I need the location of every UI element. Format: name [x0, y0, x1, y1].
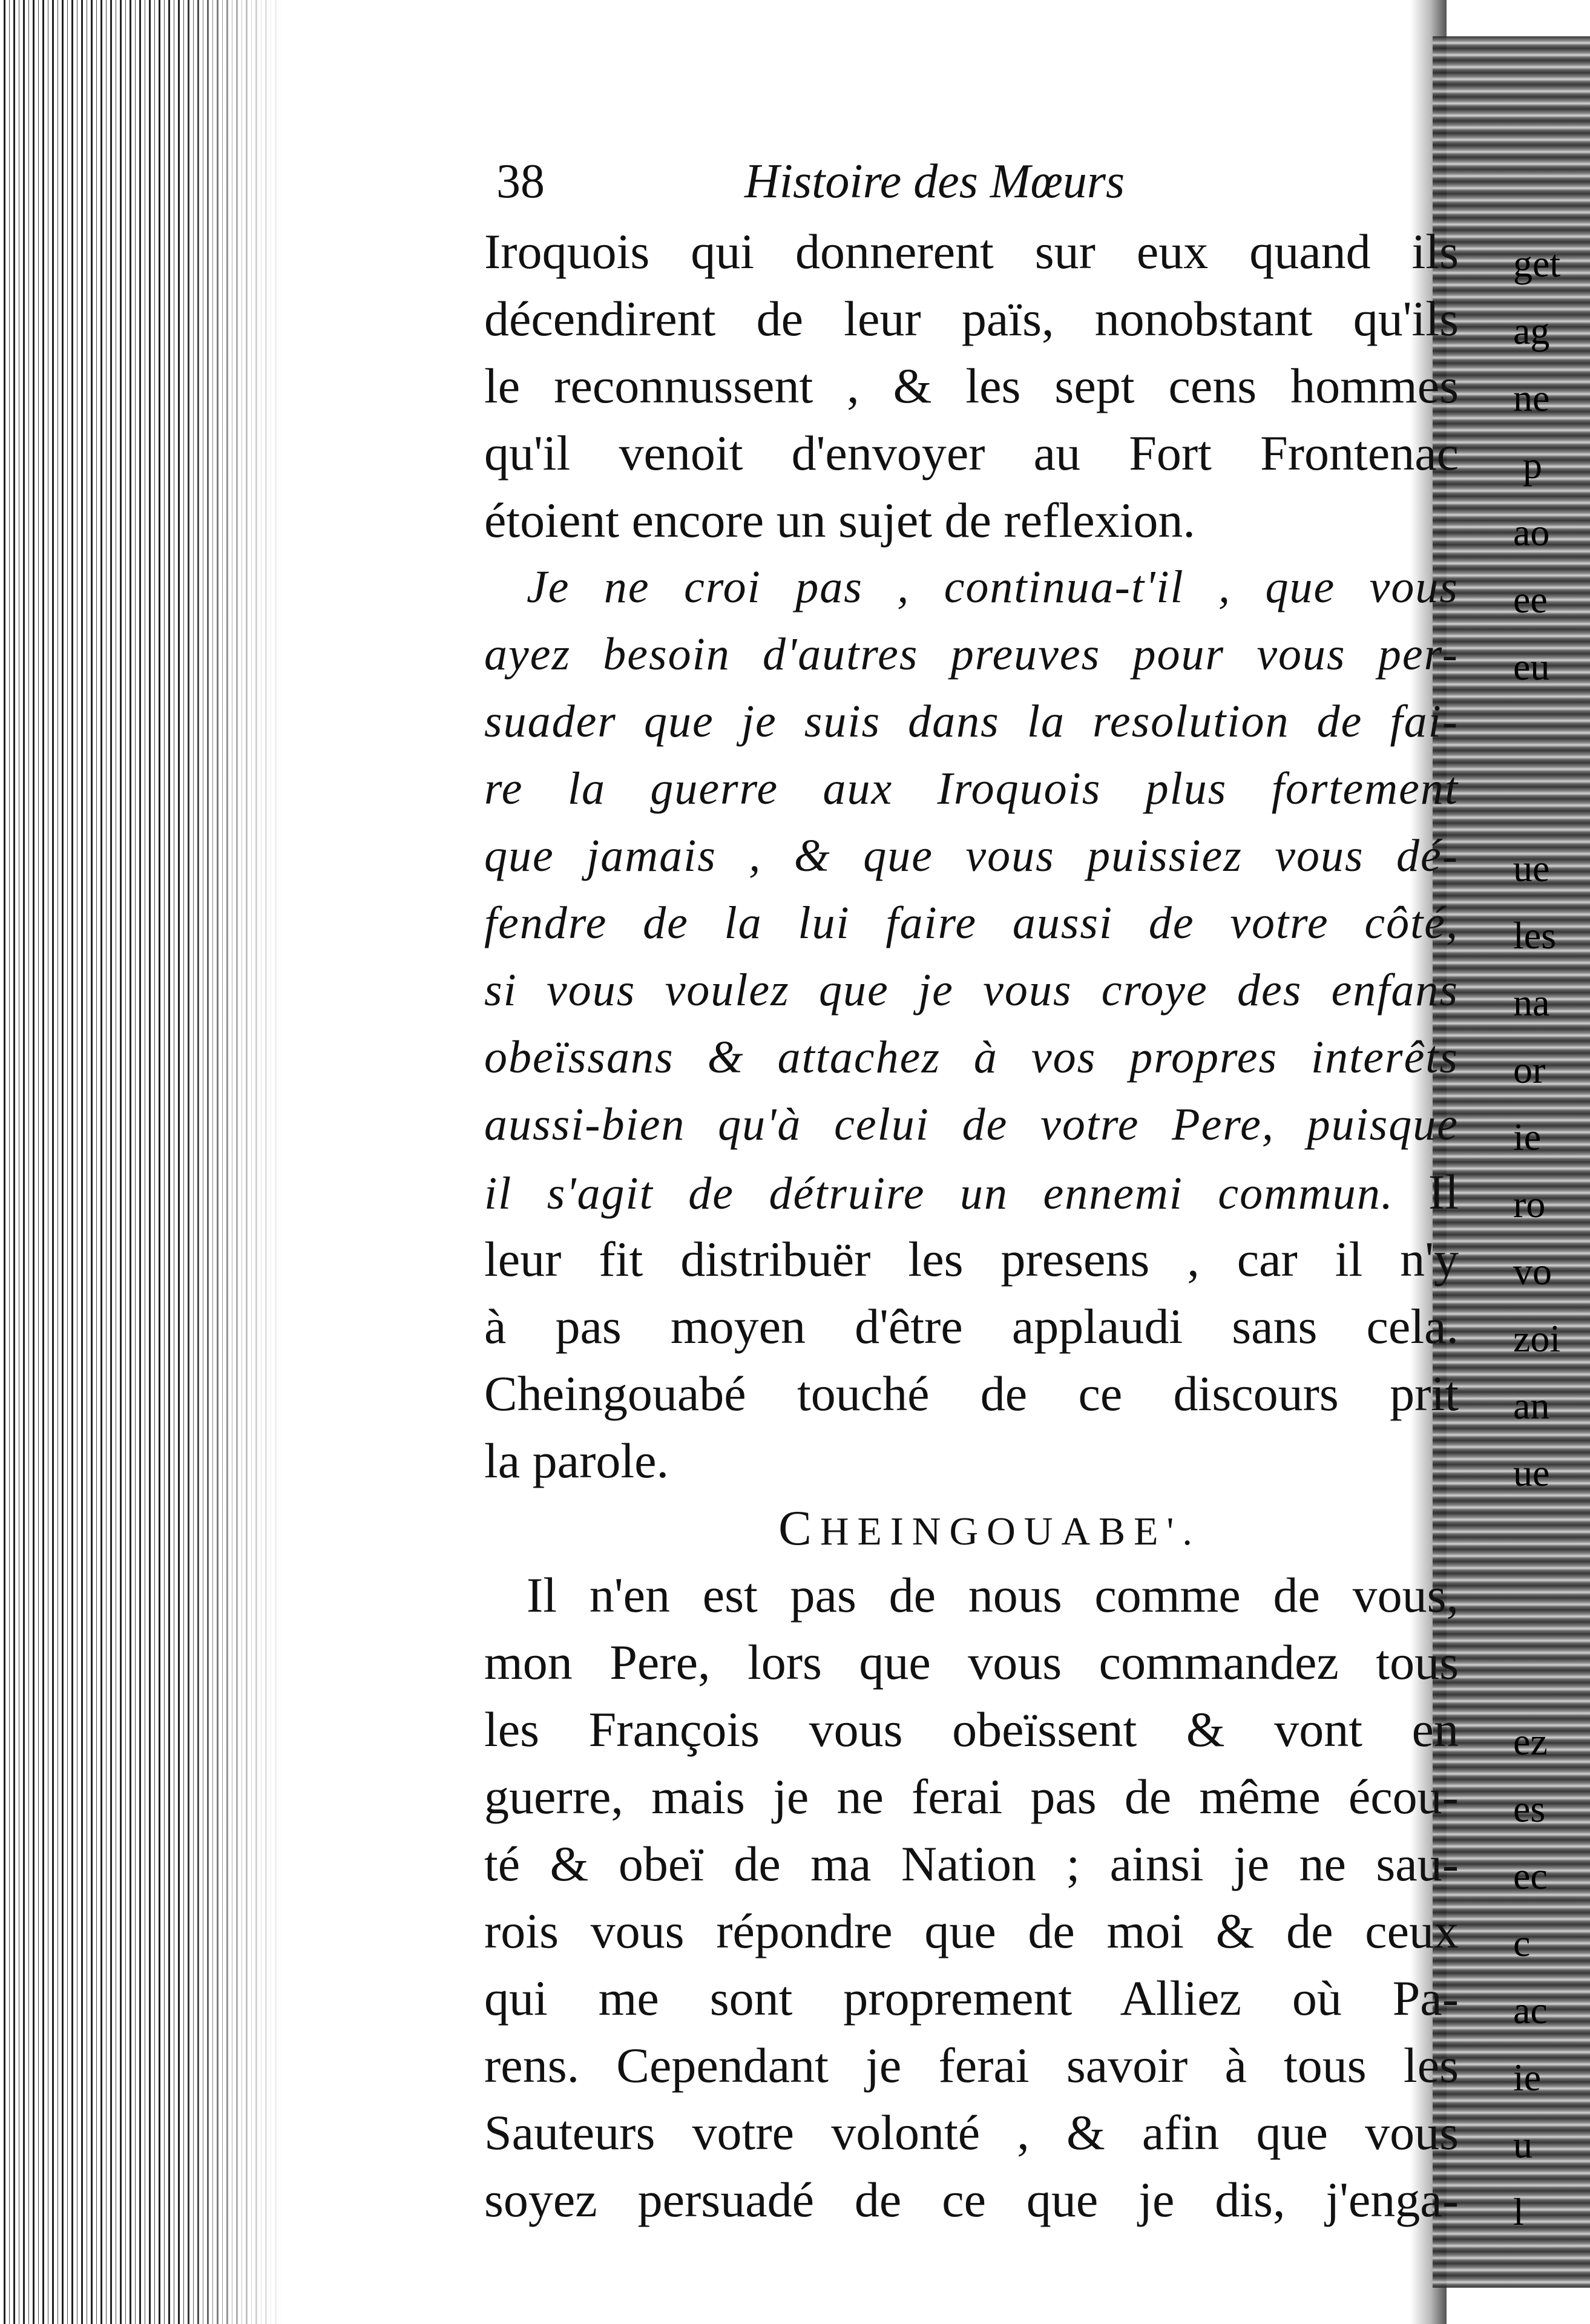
reply-line: guerre, mais je ne ferai pas de même écou- — [484, 1769, 1459, 1824]
body-text — [484, 218, 1459, 2233]
reply-line: Il n'en est pas de nous comme de vous, — [527, 1567, 1459, 1623]
reply-line: qui me sont proprement Alliez où Pa- — [484, 1971, 1459, 2026]
text-line: le reconnussent , & les sept cens hommes — [484, 358, 1459, 413]
reply-line: mon Pere, lors que vous commandez tous — [484, 1635, 1459, 1690]
speech-line: ayez besoin d'autres preuves pour vous per- — [484, 629, 1459, 680]
text-line: la parole. — [484, 1433, 669, 1488]
facing-page-fragments: get ag ne p ao ee eu ue les na or ie ro vo zoi an ue ez es ec c ac ie u l — [1513, 242, 1561, 2233]
narration-start: Il — [1428, 1164, 1459, 1219]
speech-end: il s'agit de détruire un ennemi commun. — [484, 1168, 1394, 1219]
speaker-rest: HEINGOUABE'. — [820, 1509, 1201, 1554]
speech-line: re la guerre aux Iroquois plus fortement — [484, 763, 1459, 814]
book-page — [484, 145, 1459, 2227]
running-title: Histoire des Mœurs — [744, 155, 1125, 208]
speech-line: obeïssans & attachez à vos propres interêts — [484, 1032, 1459, 1083]
text-line: à pas moyen d'être applaudi sans cela. — [484, 1299, 1459, 1354]
text-line: Iroquois qui donnerent sur eux quand ils — [484, 224, 1459, 279]
speech-line: Je ne croi pas , continua-t'il , que vous — [527, 562, 1459, 612]
reply-line: té & obeï de ma Nation ; ainsi je ne sau- — [484, 1836, 1459, 1891]
speech-line: fendre de la lui faire aussi de votre côté, — [484, 898, 1459, 948]
running-head — [484, 145, 1459, 218]
text-line: Cheingouabé touché de ce discours prit — [484, 1366, 1459, 1421]
text-line: leur fit distribuër les presens , car il n'y — [484, 1232, 1459, 1287]
text-line: décendirent de leur païs, nonobstant qu'ils — [484, 291, 1459, 346]
reply-line: soyez persuadé de ce que je dis, j'enga- — [484, 2172, 1459, 2227]
page-number: 38 — [496, 155, 545, 208]
speech-line: aussi-bien qu'à celui de votre Pere, puisque — [484, 1099, 1459, 1150]
speech-line: si vous voulez que je vous croye des enfans — [484, 965, 1459, 1016]
speech-line: suader que je suis dans la resolution de fai- — [484, 696, 1459, 747]
reply-line: rens. Cependant je ferai savoir à tous les — [484, 2038, 1459, 2093]
text-line: qu'il venoit d'envoyer au Fort Frontenac — [484, 425, 1459, 481]
speaker-heading — [484, 1494, 1459, 1561]
speech-line: que jamais , & que vous puissiez vous dé- — [484, 830, 1459, 881]
reply-line: les François vous obeïssent & vont en — [484, 1702, 1459, 1757]
speech-line-with-narration — [484, 1158, 1459, 1226]
reply-line: rois vous répondre que de moi & de ceux — [484, 1903, 1459, 1958]
page-stack-left-edge — [0, 0, 284, 2324]
speaker-initial: C — [778, 1500, 820, 1555]
reply-line: Sauteurs votre volonté , & afin que vous — [484, 2105, 1459, 2160]
text-line: étoient encore un sujet de reflexion. — [484, 493, 1195, 548]
